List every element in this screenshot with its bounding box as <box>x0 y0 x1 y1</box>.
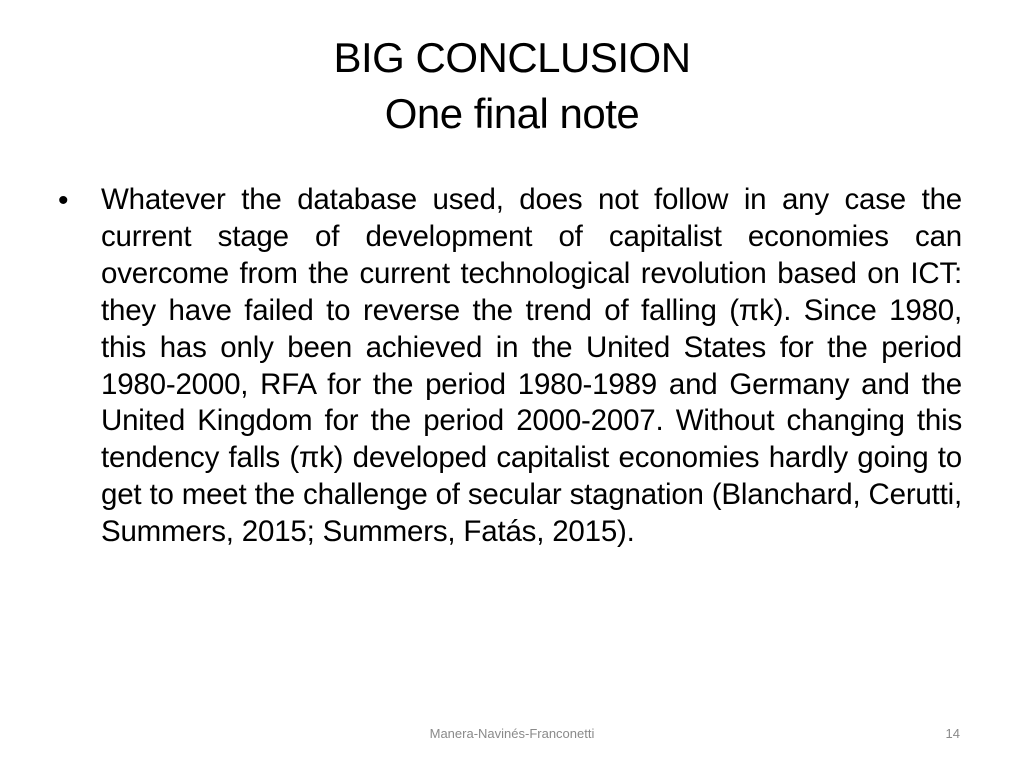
footer-page-number: 14 <box>945 726 960 741</box>
bullet-marker: • <box>58 184 69 217</box>
slide-body <box>58 182 962 551</box>
slide-title: BIG CONCLUSION <box>333 34 691 81</box>
bullet-text: Whatever the database used, does not follow in any case the current stage of development of capitalist economies can overcome from the current technological revolution based on ICT: they have failed to reverse the trend of falling (πk). Since 1980, this has only been achieved in the United States for the period 1980-2000, RFA for the period 1980-1989 and Germany and the United Kingdom for the period 2000-2007. Without changing this tendency falls (πk) developed capitalist economies hardly going to get to meet the challenge of secular stagnation (Blanchard, Cerutti, Summers, 2015; Summers, Fatás, 2015). <box>101 183 962 549</box>
footer-authors: Manera-Navinés-Franconetti <box>429 726 595 741</box>
slide-subtitle: One final note <box>384 90 640 137</box>
bullet-item <box>58 182 962 551</box>
slide-title-block <box>0 30 1024 142</box>
